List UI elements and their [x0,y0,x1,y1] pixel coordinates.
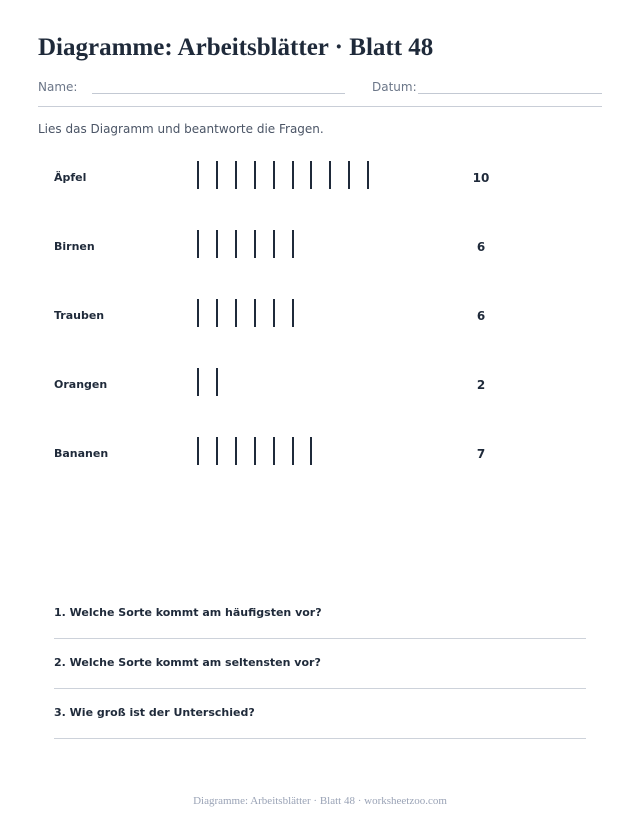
row-label: Birnen [54,240,95,253]
question-text: 2. Welche Sorte kommt am seltensten vor? [54,656,321,669]
tally-mark [348,161,350,189]
tally-mark [197,161,199,189]
name-label: Name: [38,80,78,94]
row-label: Äpfel [54,171,87,184]
tally-marks [197,436,417,466]
tally-mark [197,299,199,327]
date-label: Datum: [372,80,417,94]
tally-mark [292,230,294,258]
question-text: 3. Wie groß ist der Unterschied? [54,706,255,719]
tally-mark [367,161,369,189]
tally-mark [254,230,256,258]
chart-row [54,160,514,190]
header-divider [38,106,602,107]
page-title: Diagramme: Arbeitsblätter · Blatt 48 [38,34,434,61]
answer-line[interactable] [54,688,586,689]
answer-line[interactable] [54,638,586,639]
tally-mark [273,161,275,189]
tally-marks [197,298,417,328]
tally-mark [216,299,218,327]
question-text: 1. Welche Sorte kommt am häufigsten vor? [54,606,322,619]
tally-mark [235,437,237,465]
page-footer: Diagramme: Arbeitsblätter · Blatt 48 · worksheetzoo.com [193,795,447,807]
tally-marks [197,229,417,259]
question-3 [54,706,586,719]
date-field[interactable] [418,93,602,94]
tally-mark [254,437,256,465]
tally-mark [273,299,275,327]
chart-row [54,229,514,259]
tally-mark [197,368,199,396]
chart-row [54,298,514,328]
tally-chart [54,160,514,500]
row-count: 10 [472,171,490,185]
row-label: Orangen [54,378,108,391]
tally-mark [235,161,237,189]
answer-line[interactable] [54,738,586,739]
row-label: Trauben [54,309,105,322]
tally-mark [216,437,218,465]
row-count: 6 [476,240,486,254]
question-2 [54,656,586,669]
row-label: Bananen [54,447,109,460]
tally-mark [310,161,312,189]
tally-mark [216,230,218,258]
instruction-text: Lies das Diagramm und beantworte die Fragen. [38,122,324,136]
tally-mark [292,161,294,189]
tally-mark [254,161,256,189]
tally-mark [197,437,199,465]
row-count: 7 [476,447,486,461]
tally-marks [197,160,417,190]
row-count: 6 [476,309,486,323]
row-count: 2 [476,378,486,392]
tally-mark [235,230,237,258]
tally-mark [310,437,312,465]
tally-mark [254,299,256,327]
name-field[interactable] [92,93,345,94]
tally-marks [197,367,417,397]
question-1 [54,606,586,619]
tally-mark [273,437,275,465]
chart-row [54,436,514,466]
tally-mark [292,299,294,327]
tally-mark [216,161,218,189]
tally-mark [292,437,294,465]
tally-mark [329,161,331,189]
tally-mark [273,230,275,258]
tally-mark [197,230,199,258]
name-date-row [38,80,602,98]
tally-mark [235,299,237,327]
chart-row [54,367,514,397]
tally-mark [216,368,218,396]
